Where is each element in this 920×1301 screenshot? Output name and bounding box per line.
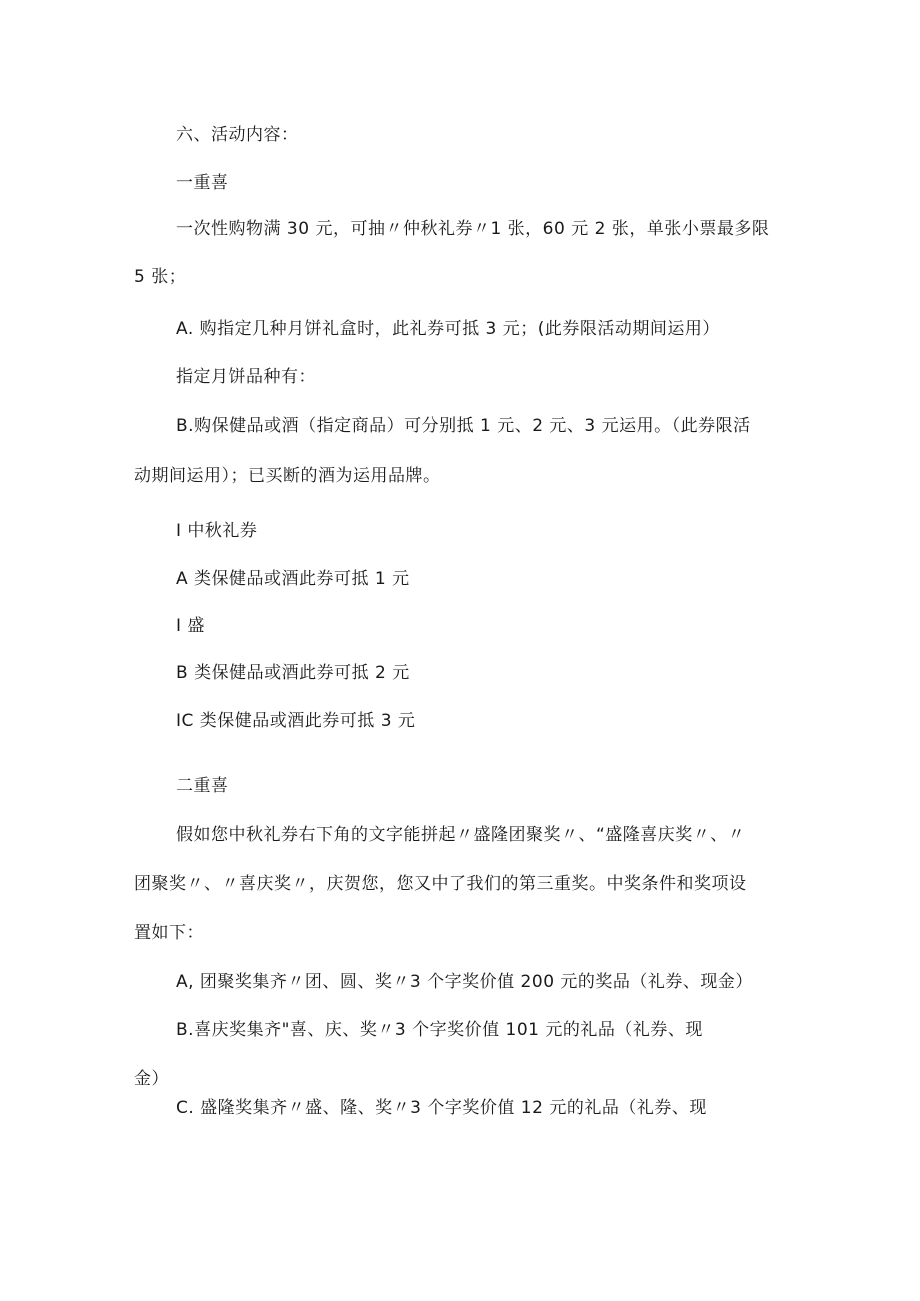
prize-b-line1: B.喜庆奖集齐"喜、庆、奖〃3 个字奖价值 101 元的礼品（礼券、现 (176, 1020, 703, 1040)
second-prize-para-line3: 置如下： (134, 923, 204, 943)
section-title: 六、活动内容： (176, 125, 299, 145)
item-b-line2: 动期间运用）；已买断的酒为运用品牌。 (134, 466, 441, 486)
mooncake-note: 指定月饼品种有： (176, 367, 316, 387)
class-c-text: IC 类保健品或酒此券可抵 3 元 (176, 711, 416, 731)
second-prize-para-line2: 团聚奖〃、〃喜庆奖〃，庆贺您，您又中了我们的第三重奖。中奖条件和奖项设 (134, 874, 747, 894)
item-b-line1: B.购保健品或酒（指定商品）可分别抵 1 元、2 元、3 元运用。（此券限活 (176, 416, 751, 436)
first-prize-heading: 一重喜 (176, 173, 229, 193)
sheng-text: I 盛 (176, 616, 205, 636)
prize-a-text: A, 团聚奖集齐〃团、圆、奖〃3 个字奖价值 200 元的奖品（礼券、现金） (176, 972, 753, 992)
first-prize-intro-line2: 5 张； (134, 267, 187, 287)
class-b-text: B 类保健品或酒此券可抵 2 元 (176, 663, 410, 683)
prize-c-line1: C. 盛隆奖集齐〃盛、隆、奖〃3 个字奖价值 12 元的礼品（礼券、现 (176, 1098, 707, 1118)
class-a-text: A 类保健品或酒此券可抵 1 元 (176, 569, 410, 589)
second-prize-para-line1: 假如您中秋礼券右下角的文字能拼起〃盛隆团聚奖〃、“盛隆喜庆奖〃、〃 (176, 825, 746, 845)
prize-b-line2: 金） (134, 1069, 169, 1089)
first-prize-intro-line1: 一次性购物满 30 元，可抽〃仲秋礼券〃1 张，60 元 2 张，单张小票最多限 (176, 219, 770, 239)
coupon-name: I 中秋礼券 (176, 521, 258, 541)
item-a-text: A. 购指定几种月饼礼盒时，此礼券可抵 3 元；(此券限活动期间运用） (176, 319, 720, 339)
second-prize-heading: 二重喜 (176, 776, 229, 796)
